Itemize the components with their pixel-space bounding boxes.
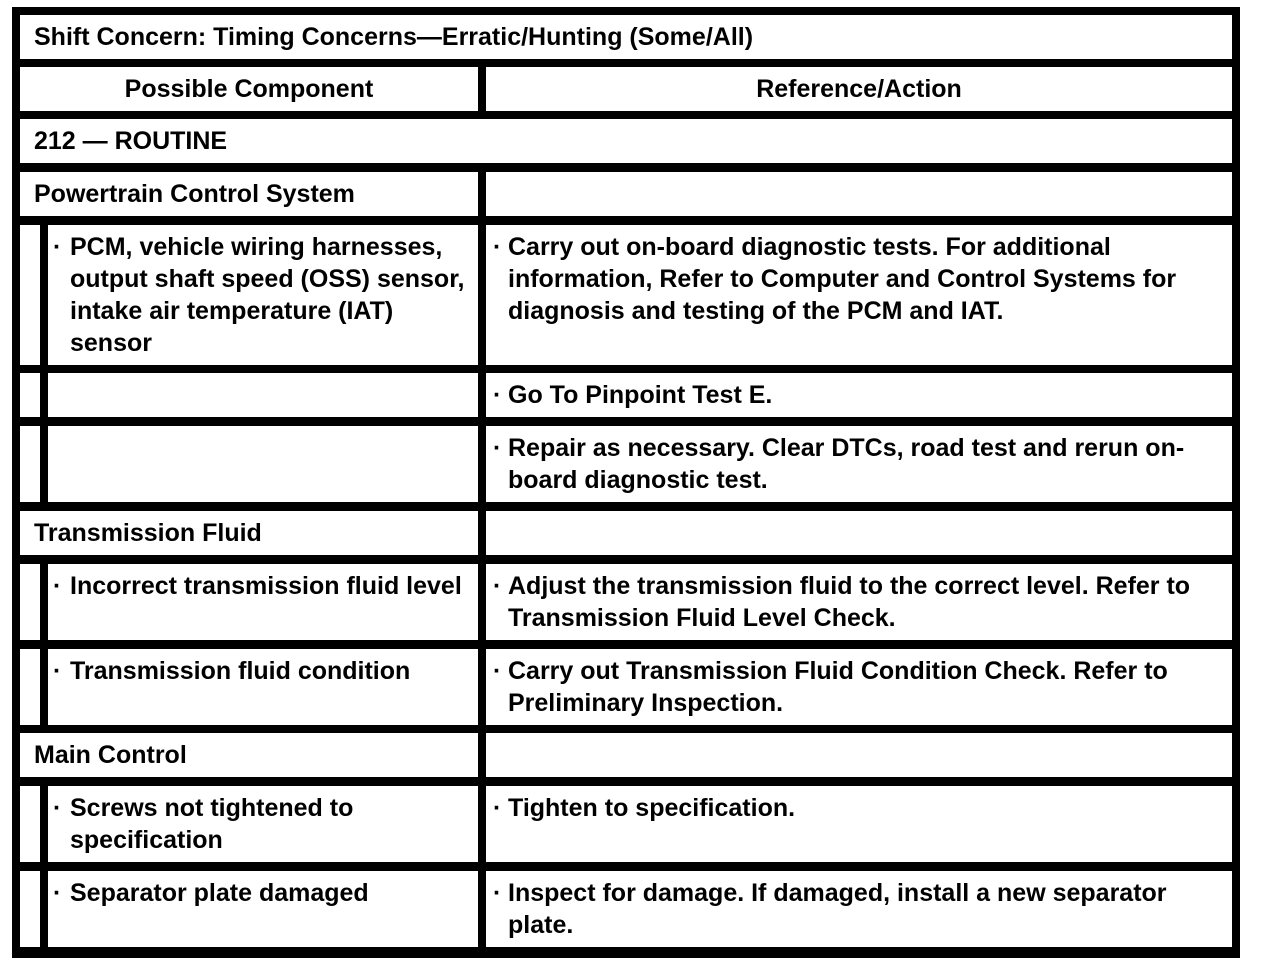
section-header-powertrain [20, 172, 478, 216]
header-component [20, 67, 478, 111]
component-cell [48, 426, 478, 502]
action-text: Carry out on-board diagnostic tests. For additional information, Refer to Computer and Control Systems for diagnosis and testing of the PCM and IAT. [508, 233, 1177, 325]
title-text: Shift Concern: Timing Concerns—Erratic/Hunting (Some/All) [34, 23, 754, 51]
component-cell [48, 225, 478, 365]
list-item [486, 426, 1232, 496]
section-header-main-control [20, 733, 478, 777]
section-name: Transmission Fluid [34, 519, 262, 547]
section-header-blank [486, 511, 1232, 555]
action-text: Carry out Transmission Fluid Condition Check. Refer to Preliminary Inspection. [508, 657, 1168, 717]
action-text: Repair as necessary. Clear DTCs, road test and rerun on-board diagnostic test. [508, 434, 1185, 494]
indent-cell [20, 225, 40, 365]
list-item [48, 649, 478, 687]
action-cell [486, 786, 1232, 862]
list-item [486, 649, 1232, 719]
action-text: Go To Pinpoint Test E. [508, 381, 773, 409]
component-text: PCM, vehicle wiring harnesses, output shaft speed (OSS) sensor, intake air temperature (IAT) sensor [70, 233, 465, 357]
indent-cell [20, 871, 40, 947]
action-cell [486, 564, 1232, 640]
list-item [48, 225, 478, 359]
action-cell [486, 871, 1232, 947]
bullet: · [53, 233, 62, 261]
action-text: Tighten to specification. [508, 794, 796, 822]
diagnosis-table [12, 7, 1240, 958]
header-action-label: Reference/Action [756, 75, 962, 103]
action-cell [486, 373, 1232, 417]
bullet: · [493, 657, 502, 685]
indent-cell [20, 649, 40, 725]
list-item [486, 786, 1232, 824]
component-text: Incorrect transmission fluid level [70, 572, 462, 600]
indent-cell [20, 564, 40, 640]
bullet: · [493, 572, 502, 600]
action-cell [486, 426, 1232, 502]
bullet: · [493, 381, 502, 409]
component-cell [48, 649, 478, 725]
bullet: · [493, 879, 502, 907]
header-action [486, 67, 1232, 111]
bullet: · [53, 657, 62, 685]
indent-cell [20, 786, 40, 862]
component-cell [48, 871, 478, 947]
table-title [20, 15, 1232, 59]
list-item [486, 564, 1232, 634]
list-item [486, 871, 1232, 941]
header-component-label: Possible Component [124, 75, 374, 103]
list-item [48, 871, 478, 909]
indent-cell [20, 426, 40, 502]
bullet: · [493, 794, 502, 822]
action-cell [486, 649, 1232, 725]
component-text: Screws not tightened to specification [70, 794, 354, 854]
bullet: · [493, 434, 502, 462]
section-header-transmission-fluid [20, 511, 478, 555]
section-name: Main Control [34, 741, 187, 769]
bullet: · [53, 572, 62, 600]
action-text: Inspect for damage. If damaged, install a new separator plate. [508, 879, 1167, 939]
indent-cell [20, 373, 40, 417]
action-cell [486, 225, 1232, 365]
action-text: Adjust the transmission fluid to the correct level. Refer to Transmission Fluid Level Check. [508, 572, 1191, 632]
section-header-blank [486, 172, 1232, 216]
section-header-blank [486, 733, 1232, 777]
bullet: · [53, 879, 62, 907]
bullet: · [493, 233, 502, 261]
component-cell [48, 373, 478, 417]
routine-row [20, 119, 1232, 163]
component-cell [48, 564, 478, 640]
component-cell [48, 786, 478, 862]
routine-label: 212 — ROUTINE [34, 127, 228, 155]
list-item [48, 786, 478, 856]
section-name: Powertrain Control System [34, 180, 355, 208]
component-text: Transmission fluid condition [70, 657, 411, 685]
list-item [48, 564, 478, 602]
list-item [486, 373, 1232, 411]
component-text: Separator plate damaged [70, 879, 369, 907]
bullet: · [53, 794, 62, 822]
list-item [486, 225, 1232, 327]
